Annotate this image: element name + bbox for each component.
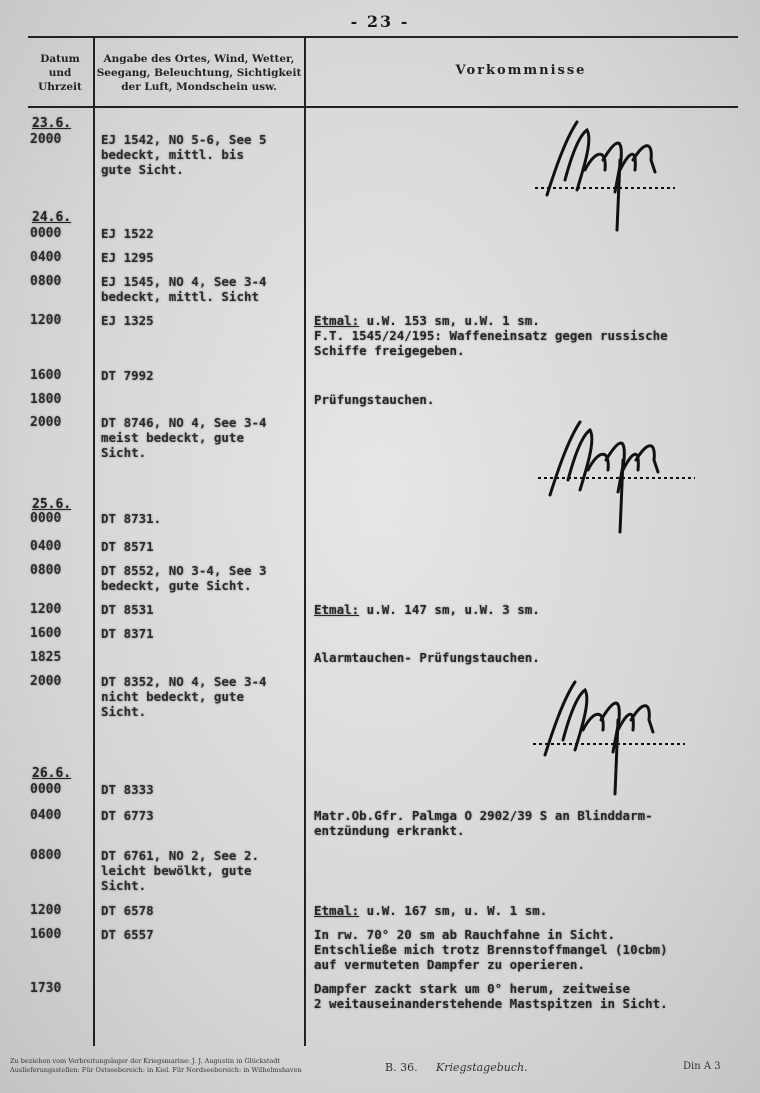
entry-position-weather: DT 6761, NO 2, See 2. leicht bewölkt, gute Sicht.	[101, 848, 260, 893]
entry-time: 0000	[30, 782, 62, 797]
entry-time: 0800	[30, 274, 62, 289]
entry-time: 2000	[30, 132, 62, 147]
entry-time: 0000	[30, 226, 62, 241]
entry-time: 1600	[30, 368, 62, 383]
entry-event	[314, 903, 760, 918]
entry-event-text: Alarmtauchen- Prüfungstauchen.	[314, 650, 540, 665]
page-number: - 23 -	[350, 12, 410, 31]
entry-event-text: In rw. 70° 20 sm ab Rauchfahne in Sicht. Entschließe mich trotz Brennstoffmangel (10cbm) auf vermuteten Dampfer zu operieren.	[314, 927, 668, 972]
entry-position-weather: DT 8531	[101, 602, 154, 617]
entry-time: 1200	[30, 602, 62, 617]
entry-event	[314, 981, 760, 1011]
entry-position-weather: DT 8333	[101, 782, 154, 797]
entry-event-text: u.W. 167 sm, u. W. 1 sm.	[359, 903, 548, 918]
entry-position-weather: EJ 1325	[101, 313, 154, 328]
header-vorkommnisse: Vorkommnisse	[455, 63, 587, 78]
entry-position-weather: EJ 1295	[101, 250, 154, 265]
top-rule	[28, 36, 738, 38]
entry-position-weather: DT 6773	[101, 808, 154, 823]
entry-time: 1200	[30, 903, 62, 918]
footer-paper-size: Din A 3	[683, 1061, 721, 1072]
signature-2	[530, 400, 700, 540]
entry-time: 1800	[30, 392, 62, 407]
footer-title: Kriegstagebuch.	[436, 1061, 528, 1074]
etmal-label: Etmal:	[314, 903, 360, 918]
entry-time: 0400	[30, 250, 62, 265]
entry-time: 1600	[30, 626, 62, 641]
footer-form-number: B. 36.	[385, 1061, 418, 1074]
entry-position-weather: EJ 1542, NO 5-6, See 5 bedeckt, mittl. bis gute Sicht.	[101, 132, 267, 177]
entry-time: 2000	[30, 674, 62, 689]
entry-date: 24.6.	[32, 210, 72, 225]
entry-position-weather: DT 6557	[101, 927, 154, 942]
signature-1	[525, 100, 685, 240]
footer-publisher	[10, 1057, 380, 1075]
entry-time: 2000	[30, 415, 62, 430]
entry-date: 23.6.	[32, 116, 72, 131]
entry-position-weather: DT 8552, NO 3-4, See 3 bedeckt, gute Sicht.	[101, 563, 267, 593]
entry-position-weather: DT 8571	[101, 539, 154, 554]
entry-event	[314, 602, 760, 617]
entry-position-weather: EJ 1522	[101, 226, 154, 241]
footer-publisher-line-1: Zu beziehen vom Verbreitungslager der Kriegsmarine: J. J. Augustin in Glückstadt	[10, 1057, 281, 1065]
entry-position-weather: DT 8746, NO 4, See 3-4 meist bedeckt, gute Sicht.	[101, 415, 267, 460]
entry-time: 0000	[30, 511, 62, 526]
entry-event	[314, 313, 760, 358]
header-datum: Datum und Uhrzeit	[38, 53, 82, 93]
entry-date: 26.6.	[32, 766, 72, 781]
entry-position-weather: DT 8731.	[101, 511, 162, 526]
entry-event-text: u.W. 153 sm, u.W. 1 sm. F.T. 1545/24/195: Waffeneinsatz gegen russische Schiffe freigegeben.	[314, 313, 668, 358]
entry-time: 1200	[30, 313, 62, 328]
entry-position-weather: DT 8352, NO 4, See 3-4 nicht bedeckt, gute Sicht.	[101, 674, 267, 719]
entry-event-text: u.W. 147 sm, u.W. 3 sm.	[359, 602, 540, 617]
entry-date: 25.6.	[32, 497, 72, 512]
entry-position-weather: DT 8371	[101, 626, 154, 641]
entry-time: 1600	[30, 927, 62, 942]
entry-position-weather: DT 7992	[101, 368, 154, 383]
entry-event-text: Dampfer zackt stark um 0° herum, zeitweise 2 weitauseinanderstehende Mastspitzen in Sicht.	[314, 981, 668, 1011]
entry-position-weather: EJ 1545, NO 4, See 3-4 bedeckt, mittl. Sicht	[101, 274, 267, 304]
entry-position-weather: DT 6578	[101, 903, 154, 918]
entry-event	[314, 808, 760, 838]
footer-publisher-line-2: Auslieferungsstellen: Für Ostseebereich: in Kiel. Für Nordseebereich: in Wilhelmshaven	[10, 1066, 302, 1074]
etmal-label: Etmal:	[314, 313, 360, 328]
signature-3	[525, 660, 695, 800]
entry-event-text: Prüfungstauchen.	[314, 392, 435, 407]
entry-time: 0400	[30, 539, 62, 554]
entry-time: 0800	[30, 848, 62, 863]
entry-event-text: Matr.Ob.Gfr. Palmga O 2902/39 S an Blinddarm- entzündung erkrankt.	[314, 808, 653, 838]
column-divider-1	[93, 36, 95, 1046]
header-angabe: Angabe des Ortes, Wind, Wetter, Seegang, Beleuchtung, Sichtigkeit der Luft, Mondschein usw.	[96, 53, 302, 93]
entry-time: 0400	[30, 808, 62, 823]
entry-event	[314, 927, 760, 972]
entry-time: 1825	[30, 650, 62, 665]
entry-time: 1730	[30, 981, 62, 996]
etmal-label: Etmal:	[314, 602, 360, 617]
entry-time: 0800	[30, 563, 62, 578]
